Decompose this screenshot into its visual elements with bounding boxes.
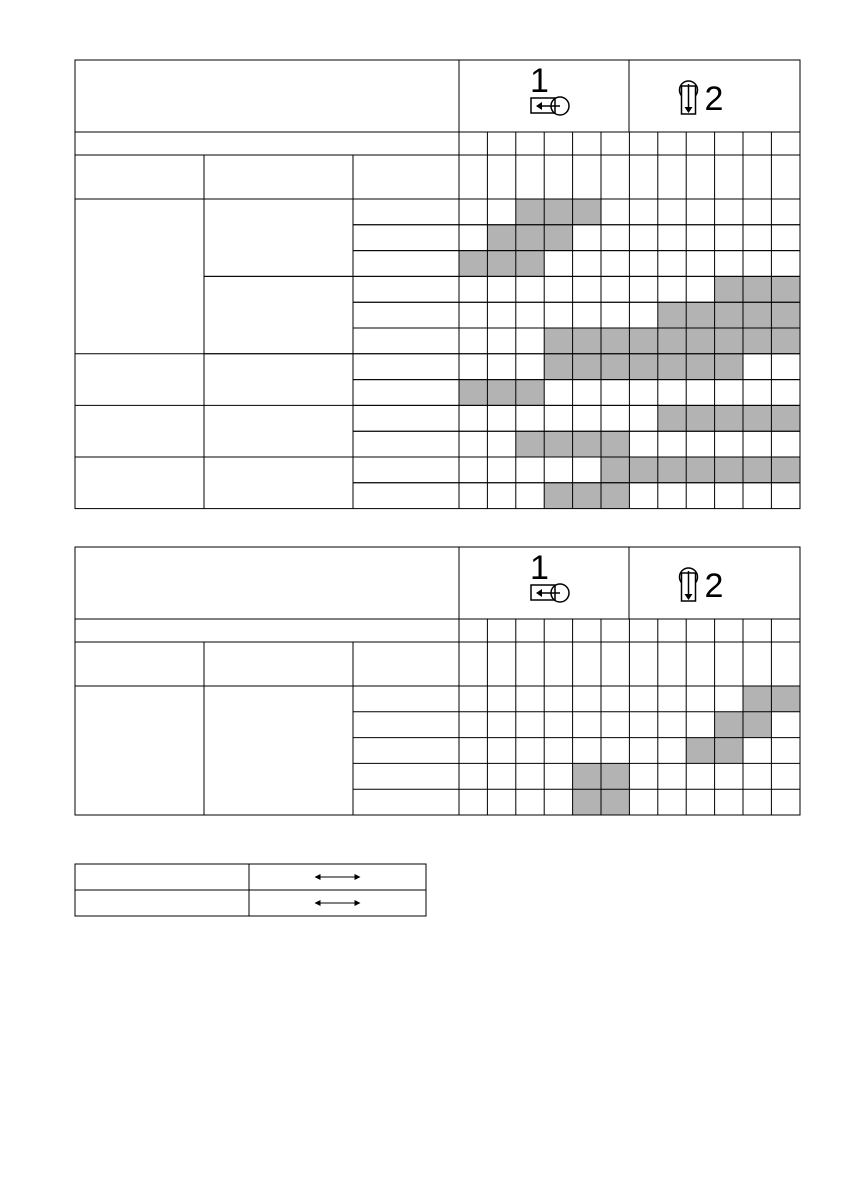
shaded-cell bbox=[601, 431, 629, 457]
shaded-cell bbox=[516, 380, 544, 406]
shaded-cell bbox=[715, 712, 743, 738]
shaded-cell bbox=[544, 431, 572, 457]
position-1-header bbox=[530, 62, 569, 115]
shaded-cell bbox=[686, 457, 714, 483]
shaded-cell bbox=[715, 738, 743, 764]
shaded-cell bbox=[658, 328, 686, 354]
shaded-cell bbox=[601, 483, 629, 509]
position-1-number: 1 bbox=[530, 62, 549, 100]
shaded-cell bbox=[459, 251, 487, 277]
shaded-cell bbox=[658, 302, 686, 328]
shaded-cell bbox=[516, 251, 544, 277]
shaded-cell bbox=[771, 686, 799, 712]
shaded-cell bbox=[629, 328, 657, 354]
shaded-cell bbox=[516, 225, 544, 251]
shaded-cell bbox=[686, 302, 714, 328]
shaded-cell bbox=[601, 789, 629, 815]
shaded-cell bbox=[573, 199, 601, 225]
shaded-cell bbox=[715, 354, 743, 380]
ring-down-arrow-icon bbox=[680, 568, 698, 601]
table-border bbox=[75, 60, 800, 509]
ring-down-arrow-icon bbox=[680, 81, 698, 114]
shaded-cell bbox=[771, 328, 799, 354]
shaded-cell bbox=[573, 431, 601, 457]
chart-table-1 bbox=[75, 60, 800, 509]
shaded-cell bbox=[715, 328, 743, 354]
shaded-cell bbox=[601, 354, 629, 380]
shaded-cell bbox=[658, 405, 686, 431]
position-2-number: 2 bbox=[704, 567, 724, 605]
shaded-cell bbox=[487, 225, 515, 251]
shaded-cell bbox=[743, 328, 771, 354]
shaded-cell bbox=[715, 276, 743, 302]
shaded-cell bbox=[658, 354, 686, 380]
double-arrow-icon bbox=[315, 900, 361, 906]
shaded-cell bbox=[715, 457, 743, 483]
position-2-number: 2 bbox=[704, 80, 724, 118]
shaded-cell bbox=[686, 354, 714, 380]
shaded-cell bbox=[715, 405, 743, 431]
shaded-cell bbox=[601, 457, 629, 483]
shaded-cell bbox=[743, 686, 771, 712]
shaded-cell bbox=[573, 483, 601, 509]
shaded-cell bbox=[601, 328, 629, 354]
shaded-cell bbox=[459, 380, 487, 406]
shaded-cell bbox=[743, 302, 771, 328]
shaded-cell bbox=[771, 302, 799, 328]
shaded-cell bbox=[743, 457, 771, 483]
shaded-cell bbox=[629, 354, 657, 380]
shaded-cell bbox=[715, 302, 743, 328]
shaded-cell bbox=[573, 763, 601, 789]
shaded-cell bbox=[573, 354, 601, 380]
shaded-cell bbox=[601, 763, 629, 789]
legend-table bbox=[75, 864, 426, 916]
position-1-header bbox=[530, 549, 569, 602]
shaded-cell bbox=[743, 712, 771, 738]
position-2-header bbox=[680, 80, 724, 118]
shaded-cell bbox=[686, 405, 714, 431]
shaded-cell bbox=[629, 457, 657, 483]
shaded-cell bbox=[544, 199, 572, 225]
shaded-cell bbox=[771, 457, 799, 483]
shaded-cell bbox=[544, 483, 572, 509]
shaded-cell bbox=[544, 328, 572, 354]
shaded-cell bbox=[771, 276, 799, 302]
double-arrow-icon bbox=[315, 874, 361, 880]
shaded-cell bbox=[743, 276, 771, 302]
shaded-cell bbox=[743, 405, 771, 431]
shaded-cell bbox=[544, 354, 572, 380]
shaded-cell bbox=[487, 251, 515, 277]
shaded-cell bbox=[573, 789, 601, 815]
chart-table-2 bbox=[75, 547, 800, 815]
shaded-cell bbox=[487, 380, 515, 406]
position-1-number: 1 bbox=[530, 549, 549, 587]
shaded-cell bbox=[686, 738, 714, 764]
shaded-cell bbox=[544, 225, 572, 251]
shaded-cell bbox=[516, 199, 544, 225]
shaded-cell bbox=[686, 328, 714, 354]
shaded-cell bbox=[516, 431, 544, 457]
shaded-cell bbox=[658, 457, 686, 483]
shaded-cell bbox=[771, 405, 799, 431]
position-2-header bbox=[680, 567, 724, 605]
shaded-cell bbox=[573, 328, 601, 354]
